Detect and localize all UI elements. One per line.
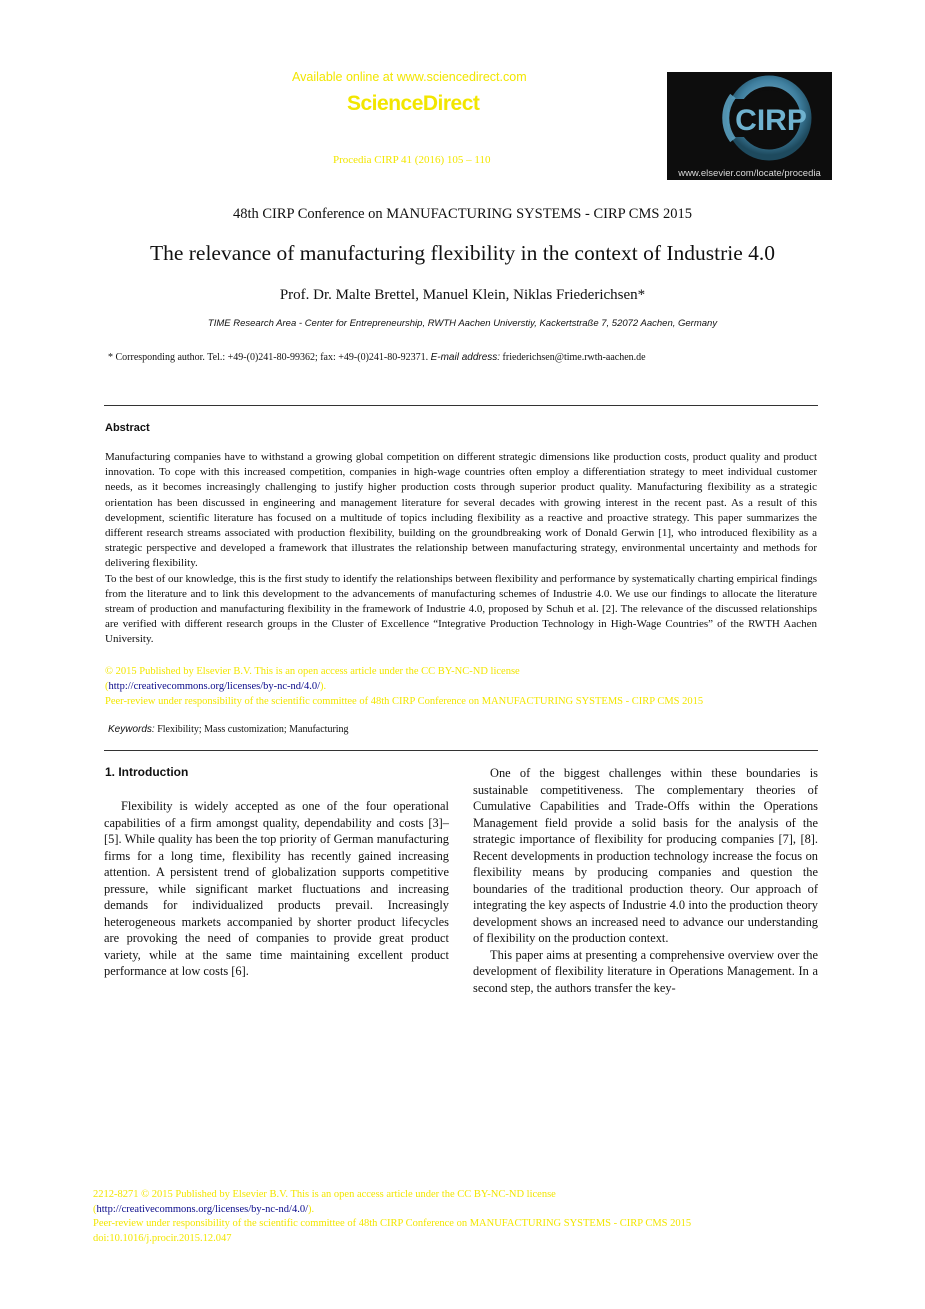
abstract-heading: Abstract [105, 422, 150, 434]
page-footer [93, 1188, 833, 1246]
abstract-paragraph: To the best of our knowledge, this is the first study to identify the relationships between flexibility and performance by systematically charting empirical findings from the literature and to link this development to the advancements of manufacturing schemes of Industrie 4.0. We use our findings to allocate the literature stream of production and manufacturing flexibility in the framework of Industrie 4.0, proposed by Schuh et al. [2]. The relevance of the discussed relationships are verified with different research groups in the Cluster of Excellence “Integrative Production Technology in High-Wage Countries” of the RWTH Aachen University. [105, 572, 817, 646]
body-column-right [473, 765, 818, 996]
available-online-text[interactable]: Available online at www.sciencedirect.com [292, 70, 527, 84]
abstract-body [105, 450, 817, 648]
body-paragraph: One of the biggest challenges within these boundaries is sustainable competitiveness. The complementary theories of Cumulative Capabilities and Trade-Offs within the Operations Management field provide a solid basis for the analysis of the strategic importance of flexibility for producing companies [7], [8]. Recent developments in production technology increase the focus on flexibility means by producing companies and question the boundaries of the traditional production theory. Our approach of integrating the key aspects of Industrie 4.0 into the production theory development shows an increased need to advance our understanding of flexibility on the production context. [473, 766, 818, 945]
paper-title: The relevance of manufacturing flexibility in the context of Industrie 4.0 [149, 241, 776, 265]
peer-review-line: Peer-review under responsibility of the scientific committee of 48th CIRP Conference on MANUFACTURING SYSTEMS - CIRP CMS 2015 [105, 696, 704, 707]
license-link-line: (http://creativecommons.org/licenses/by-nc-nd/4.0/). [105, 681, 327, 692]
section-heading-introduction: 1. Introduction [105, 765, 189, 779]
cirp-logo-graphic [667, 72, 832, 180]
cirp-logo[interactable] [667, 72, 832, 180]
divider-body [104, 750, 818, 751]
email-address[interactable]: friederichsen@time.rwth-aachen.de [502, 352, 646, 363]
cirp-logo-text: CIRP [735, 104, 807, 137]
footer-link-line: (http://creativecommons.org/licenses/by-nc-nd/4.0/). [93, 1203, 315, 1215]
keywords-label: Keywords: [108, 724, 155, 735]
affiliation: TIME Research Area - Center for Entrepreneurship, RWTH Aachen Universtiy, Kackertstraße 7, 52072 Aachen, Germany [207, 318, 718, 329]
keywords-text: Flexibility; Mass customization; Manufacturing [157, 724, 349, 735]
abstract-paragraph: Manufacturing companies have to withstand a growing global competition on different strategic dimensions like production costs, product quality and product innovation. To cope with this increased competition, companies in high-wage countries often employ a differentiation strategy to meet individual customer needs, as it becomes increasingly challenging to justify higher production costs through superior product quality. Manufacturing flexibility as a strategic orientation has been discussed in engineering and management literature for several decades with growing interest in the recent past. As a result of this development, scientific literature has focused on a multitude of topics including flexibility as a reactive and proactive strategy. This paper summarizes the different research streams associated with production flexibility, building on the groundbreaking work of Donald Gerwin [1], who introduced flexibility as a strategic perspective and developed a framework that illustrates the relationship between manufacturing strategy, environmental uncertainty and methods for delivering flexibility. [105, 451, 817, 570]
body-paragraph: This paper aims at presenting a comprehensive overview over the development of flexibility literature in Operations Management. In a second step, the authors transfer the key- [473, 947, 818, 995]
body-column-left [104, 798, 449, 980]
footer-peer-review: Peer-review under responsibility of the scientific committee of 48th CIRP Conference on MANUFACTURING SYSTEMS - CIRP CMS 2015 [93, 1218, 692, 1229]
email-label: E-mail address: [430, 352, 501, 363]
divider-top [104, 405, 818, 406]
keywords [108, 724, 349, 735]
footer-license-link[interactable]: http://creativecommons.org/licenses/by-nc-nd/4.0/ [96, 1203, 309, 1215]
logo-url[interactable]: www.elsevier.com/locate/procedia [678, 168, 821, 179]
journal-citation: Procedia CIRP 41 (2016) 105 – 110 [333, 154, 491, 166]
license-statement [105, 664, 817, 709]
footer-doi[interactable]: doi:10.1016/j.procir.2015.12.047 [93, 1232, 232, 1244]
license-link[interactable]: http://creativecommons.org/licenses/by-nc-nd/4.0/ [108, 681, 321, 692]
conference-name: 48th CIRP Conference on MANUFACTURING SYSTEMS - CIRP CMS 2015 [232, 206, 693, 222]
sciencedirect-logo[interactable]: ScienceDirect [347, 92, 480, 115]
body-paragraph: Flexibility is widely accepted as one of the four operational capabilities of a firm amongst quality, dependability and costs [3]–[5]. While quality has been the top priority of German manufacturing firms for a long time, flexibility has recently gained increasing attention. A persistent trend of globalization supports competitive pressure, while significant market fluctuations and increasing demands for individualized products prevail. Increasingly heterogeneous markets accompanied by shorter product lifecycles are provoking the need of companies to provide great product variety, while at the same time maintaining excellent product performance at low costs [6]. [104, 799, 449, 978]
footer-issn-line: 2212-8271 © 2015 Published by Elsevier B.V. This is an open access article under the CC BY-NC-ND license [93, 1189, 556, 1200]
corresponding-author [108, 352, 646, 363]
license-line: © 2015 Published by Elsevier B.V. This is an open access article under the CC BY-NC-ND license [105, 666, 520, 677]
author-list: Prof. Dr. Malte Brettel, Manuel Klein, Niklas Friederichsen* [279, 287, 646, 303]
corresponding-text: * Corresponding author. Tel.: +49-(0)241-80-99362; fax: +49-(0)241-80-92371. [108, 352, 429, 363]
